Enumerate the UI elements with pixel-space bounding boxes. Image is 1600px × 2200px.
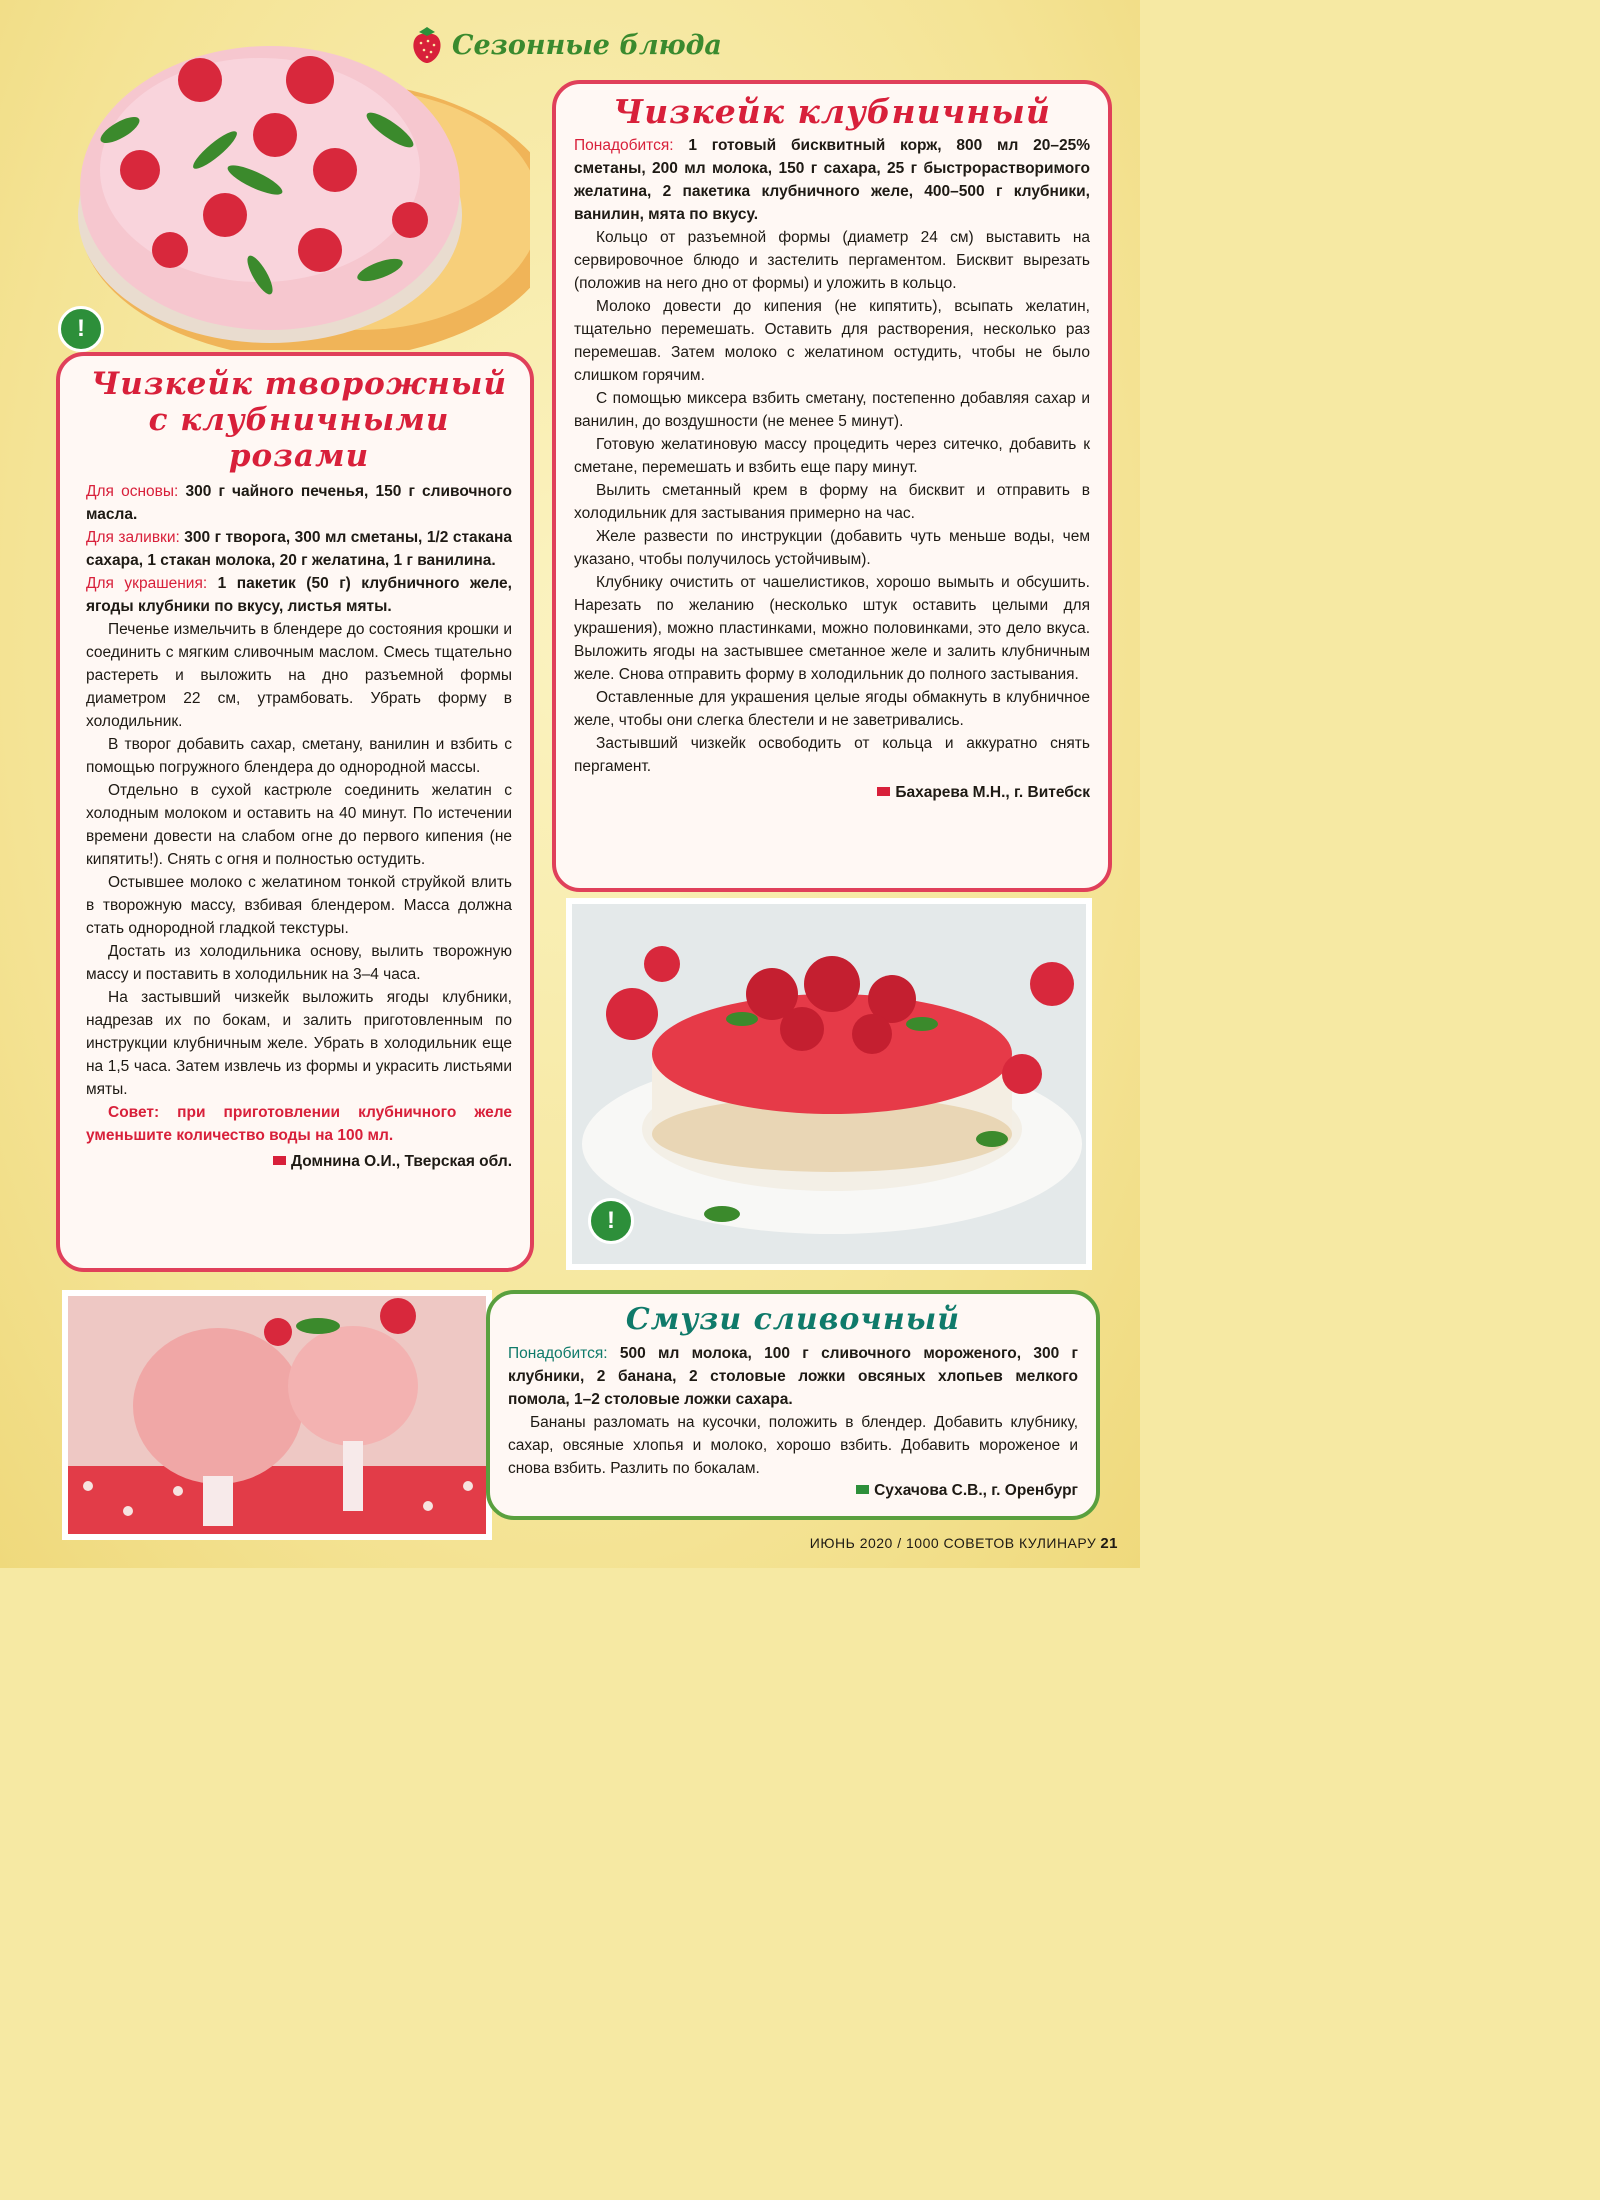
recipe2-step: Застывший чизкейк освободить от кольца и аккуратно снять пергамент. — [574, 735, 1090, 775]
recipe-strawberry-cheesecake-panel — [552, 80, 1112, 892]
recipe2-ingredients: Понадобится: 1 готовый бисквитный корж, 800 мл 20–25% сметаны, 200 мл молока, 150 г сахара, 25 г быстрорастворимого желатина, 2 пакетика клубничного желе, 400–500 г клубники, ванилин, мята по вкусу. — [574, 137, 1090, 223]
recipe1-base-ingredients: Для основы: 300 г чайного печенья, 150 г сливочного масла. — [86, 483, 512, 523]
recipe1-title-line2: с клубничными розами — [148, 402, 450, 474]
envelope-icon — [856, 1485, 869, 1494]
section-title: Сезонные блюда — [452, 29, 722, 61]
recipe1-fill-ingredients: Для заливки: 300 г творога, 300 мл сметаны, 1/2 стакана сахара, 1 стакан молока, 20 г желатина, 1 г ванилина. — [86, 529, 513, 569]
recipe1-title-line1: Чизкейк творожный — [91, 366, 507, 402]
strawberry-cheesecake-photo — [566, 898, 1092, 1270]
page-number: 21 — [1100, 1535, 1118, 1552]
recipe1-tip: Совет: при приготовлении клубничного желе уменьшите количество воды на 100 мл. — [86, 1104, 512, 1144]
recipe1-step: Отдельно в сухой кастрюле соединить желатин с холодным молоком и оставить на 40 минут. По истечении времени довести на слабом огне до первого кипения (не кипятить!). Снять с огня и полностью остудить. — [86, 782, 512, 868]
recipe1-steps — [86, 618, 512, 1147]
envelope-icon — [877, 787, 890, 796]
recipe1-step: В творог добавить сахар, сметану, ванилин и взбить с помощью погружного блендера до однородной массы. — [86, 736, 512, 776]
recipe3-ingredients: Понадобится: 500 мл молока, 100 г сливочного мороженого, 300 г клубники, 2 банана, 2 столовые ложки овсяных хлопьев мелкого помола, 1–2 столовые ложки сахара. — [508, 1345, 1078, 1408]
no-bake-badge — [58, 306, 104, 352]
recipe2-step: Оставленные для украшения целые ягоды обмакнуть в клубничное желе, чтобы они слегка блестели и не заветривались. — [574, 689, 1090, 729]
recipe-smoothie-panel — [486, 1290, 1100, 1520]
recipe2-step: Кольцо от разъемной формы (диаметр 24 см) выставить на сервировочное блюдо и застелить пергаментом. Бисквит вырезать (положив на него дно от формы) и уложить в кольцо. — [574, 229, 1090, 292]
recipe2-step: Готовую желатиновую массу процедить через ситечко, добавить к сметане, перемешать и взбить еще пару минут. — [574, 436, 1090, 476]
recipe1-author: Домнина О.И., Тверская обл. — [86, 1153, 512, 1171]
recipe2-steps — [574, 226, 1090, 778]
recipe1-deco-ingredients: Для украшения: 1 пакетик (50 г) клубничного желе, ягоды клубники по вкусу, листья мяты. — [86, 575, 512, 615]
recipe-cheesecake-curd-panel — [56, 352, 534, 1272]
envelope-icon — [273, 1156, 286, 1165]
recipe3-step: Бананы разломать на кусочки, положить в блендер. Добавить клубнику, сахар, овсяные хлопья и молоко, хорошо взбить. Добавить мороженое и снова взбить. Разлить по бокалам. — [508, 1414, 1078, 1477]
exclamation-icon: ! — [77, 315, 85, 342]
recipe2-step: Желе развести по инструкции (добавить чуть меньше воды, чем указано, чтобы получилось устойчивым). — [574, 528, 1090, 568]
recipe2-step: Молоко довести до кипения (не кипятить), всыпать желатин, тщательно перемешать. Оставить для растворения, несколько раз перемешав. Затем молоко с желатином остудить, чтобы не было слишком горячим. — [574, 298, 1090, 384]
recipe1-step: Остывшее молоко с желатином тонкой струйкой влить в творожную массу, взбивая блендером. Масса должна стать однородной гладкой текстуры. — [86, 874, 512, 937]
recipe3-author: Сухачова С.В., г. Оренбург — [508, 1482, 1078, 1500]
recipe2-step: Клубнику очистить от чашелистиков, хорошо вымыть и обсушить. Нарезать по желанию (несколько штук оставить целыми для украшения), можно пластинками, можно половинками, это дело вкуса. Выложить ягоды на застывшее сметанное желе и залить клубничным желе. Снова отправить форму в холодильник до полного застывания. — [574, 574, 1090, 683]
recipe1-step: На застывший чизкейк выложить ягоды клубники, надрезав их по бокам, и залить приготовленным по инструкции клубничным желе. Убрать в холодильник еще на 1,5 часа. Затем извлечь из формы и украсить листьями мяты. — [86, 989, 512, 1098]
recipe3-steps — [508, 1411, 1078, 1480]
no-bake-badge — [588, 1198, 634, 1244]
recipe3-title: Смузи сливочный — [625, 1302, 961, 1337]
recipe2-step: Вылить сметанный крем в форму на бисквит и отправить в холодильник для застывания примерно на час. — [574, 482, 1090, 522]
page-footer — [810, 1535, 1118, 1552]
cheesecake-roses-photo — [60, 20, 530, 350]
smoothie-photo — [62, 1290, 492, 1540]
recipe2-step: С помощью миксера взбить сметану, постепенно добавляя сахар и ванилин, до воздушности (не менее 5 минут). — [574, 390, 1090, 430]
recipe2-title: Чизкейк клубничный — [613, 92, 1051, 131]
recipe2-author: Бахарева М.Н., г. Витебск — [574, 784, 1090, 802]
recipe1-step: Достать из холодильника основу, вылить творожную массу и поставить в холодильник на 3–4 часа. — [86, 943, 512, 983]
footer-issue: ИЮНЬ 2020 / 1000 СОВЕТОВ КУЛИНАРУ — [809, 1535, 1097, 1551]
recipe1-step: Печенье измельчить в блендере до состояния крошки и соединить с мягким сливочным маслом. Смесь тщательно растереть и выложить на дно разъемной формы диаметром 22 см, утрамбовать. Убрать форму в холодильник. — [86, 621, 512, 730]
exclamation-icon: ! — [607, 1207, 615, 1234]
